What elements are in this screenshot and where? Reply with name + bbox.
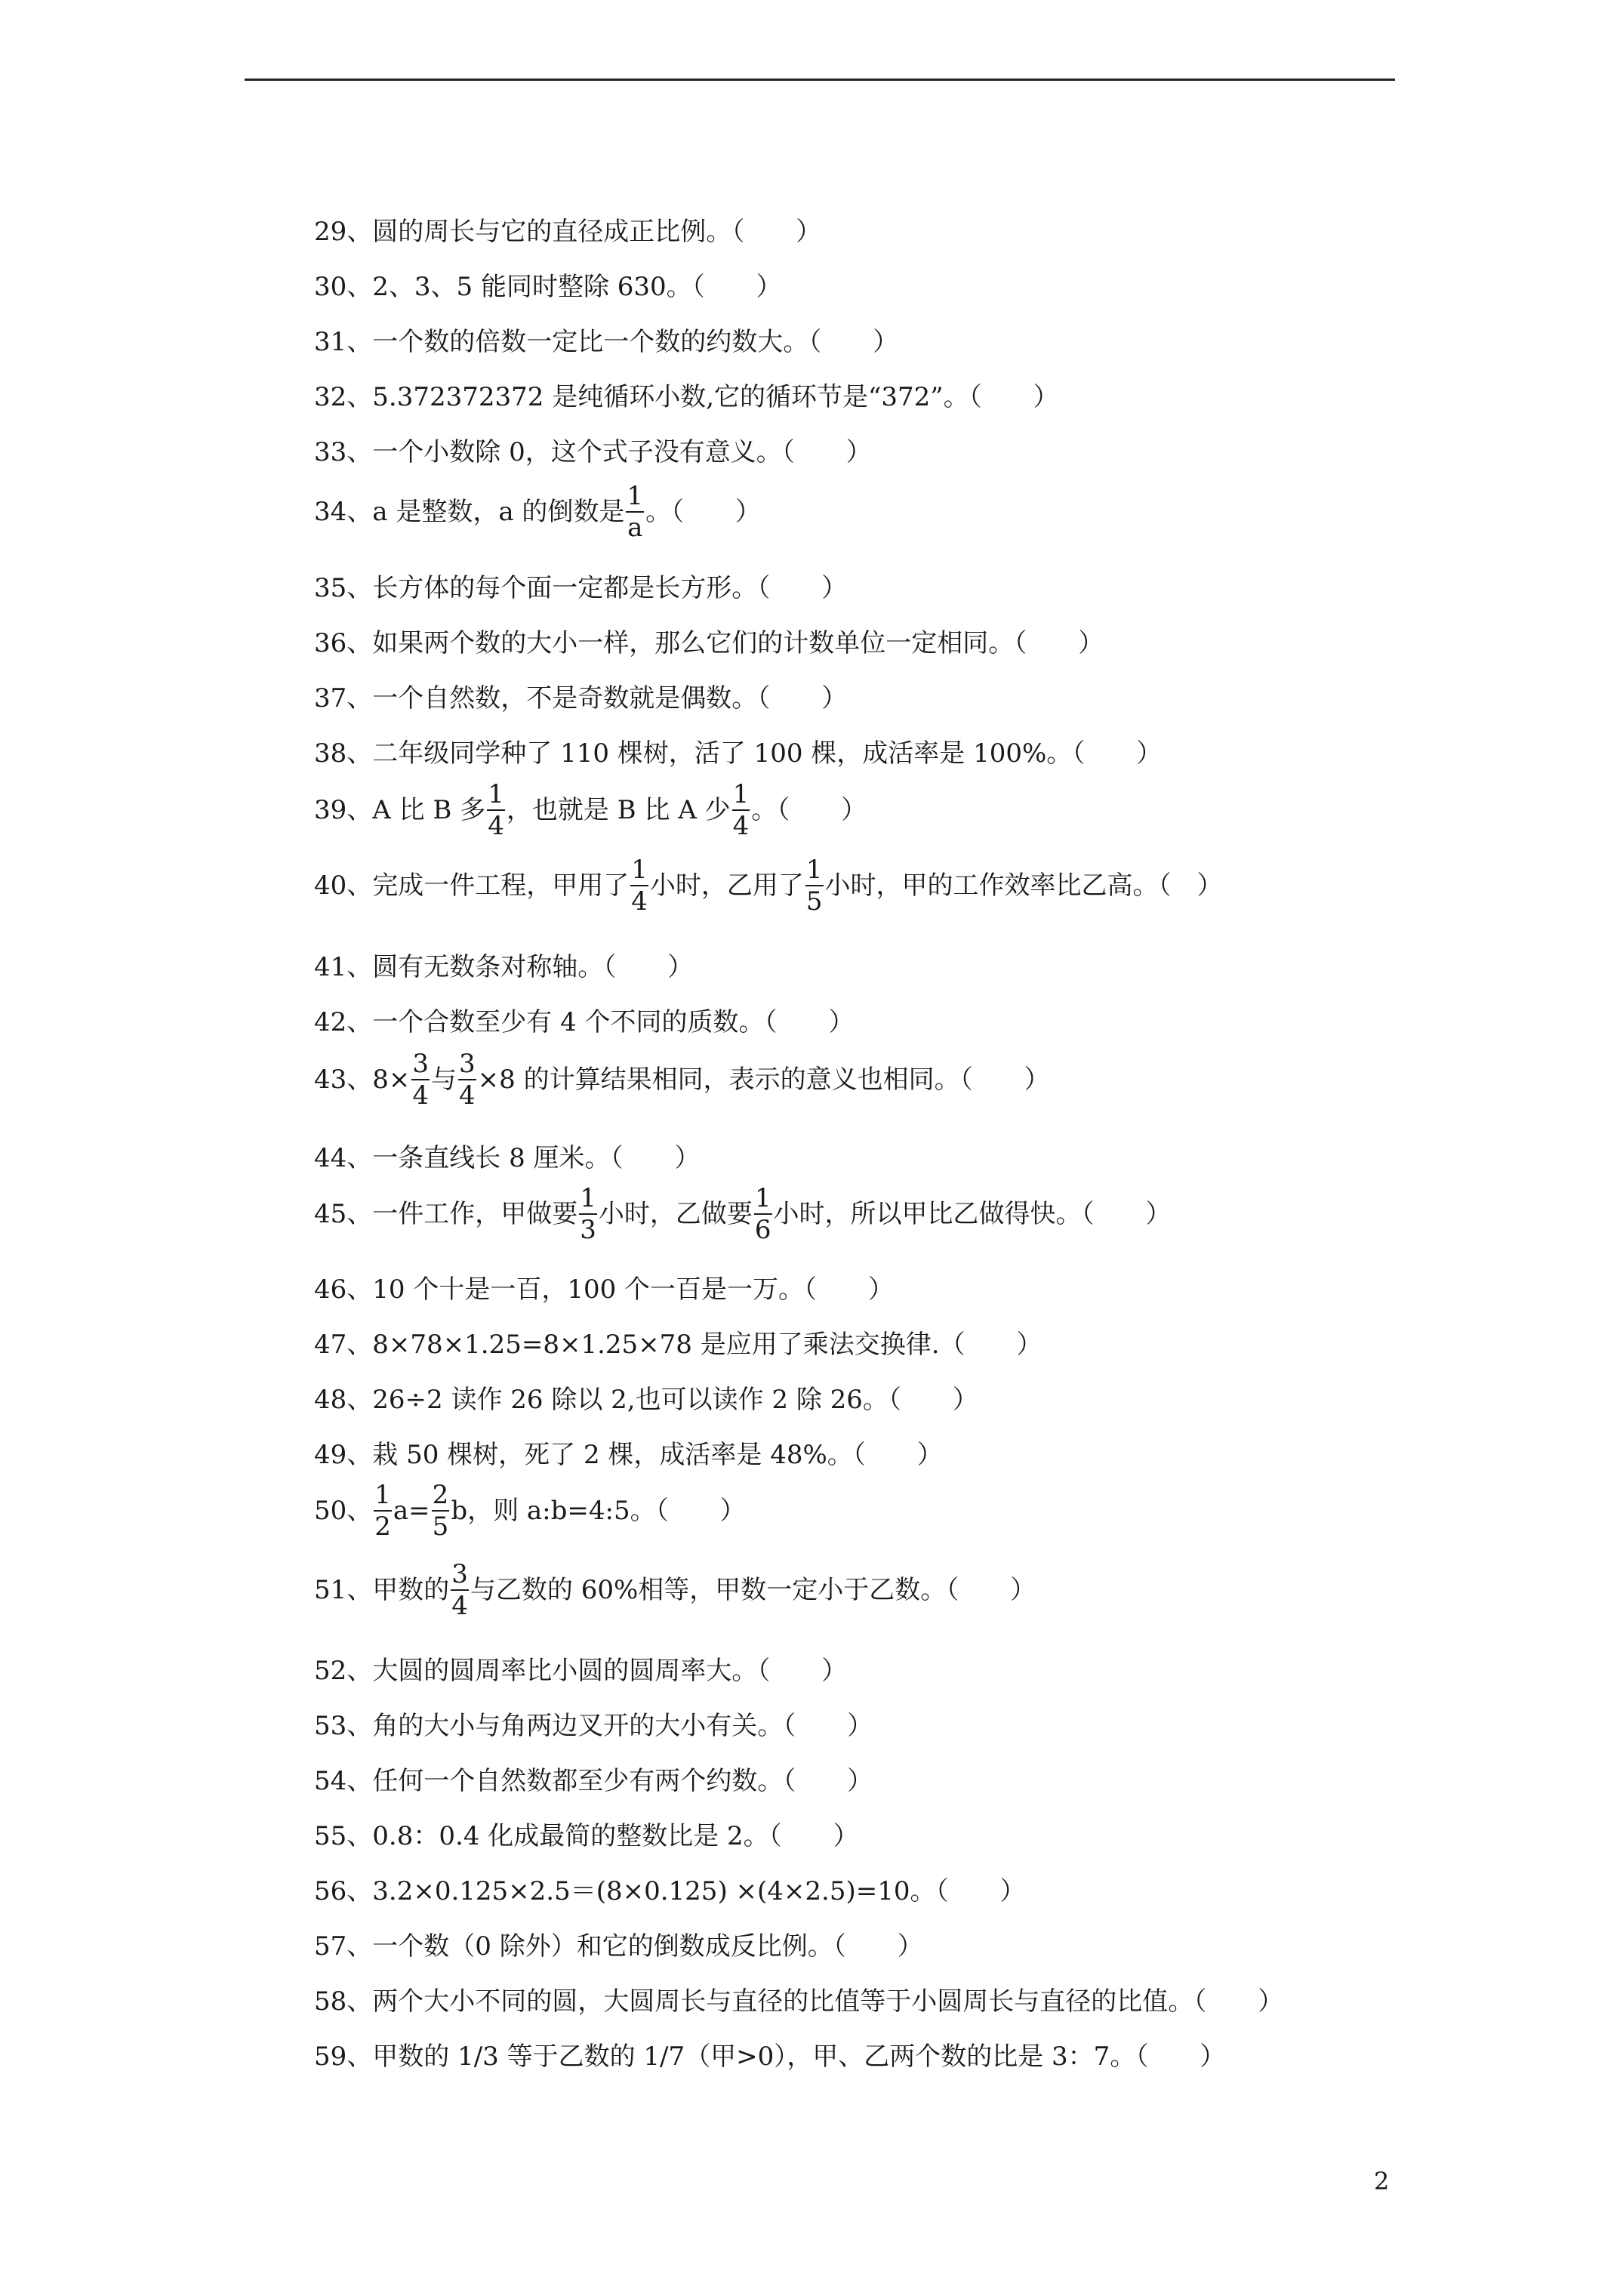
denominator: 4 [732,811,750,841]
fraction [458,1049,476,1111]
fraction [630,855,648,917]
question-53 [314,1713,873,1739]
question-number: 54、 [314,1766,373,1796]
question-number: 55、 [314,1821,373,1851]
denominator: 4 [459,1080,476,1111]
question-number: 34、 [314,497,373,527]
question-text: 。（ ） [751,795,867,825]
question-text: ，也就是 B 比 A 少 [506,795,731,825]
question-number: 53、 [314,1711,373,1741]
question-number: 32、 [314,382,373,412]
question-number: 51、 [314,1575,373,1605]
numerator: 1 [488,779,504,809]
question-text: 小时，甲的工作效率比乙高。（ ） [824,871,1223,901]
question-text: 。（ ） [645,497,762,527]
question-text: ×8 的计算结果相同，表示的意义也相同。（ ） [477,1065,1050,1095]
question-34 [314,483,761,541]
question-number: 41、 [314,952,373,982]
denominator: 6 [754,1215,771,1245]
question-33 [314,439,872,465]
question-number: 56、 [314,1876,373,1906]
fraction [411,1049,430,1111]
denominator: 5 [432,1512,449,1542]
numerator: 3 [451,1559,468,1589]
question-text: 一条直线长 8 厘米。（ ） [372,1143,701,1173]
question-29 [314,219,821,245]
question-32 [314,384,1059,410]
question-number: 58、 [314,1986,373,2017]
question-number: 40、 [314,871,373,901]
question-number: 48、 [314,1385,373,1415]
question-text: 小时，乙用了 [649,871,804,901]
numerator: 3 [412,1049,430,1079]
question-number: 29、 [314,217,373,247]
question-30 [314,274,782,300]
question-59 [314,2042,1226,2072]
question-56 [314,1878,1025,1904]
question-52 [314,1658,847,1684]
question-text: 10 个十是一百，100 个一百是一万。（ ） [372,1274,895,1305]
page-number: 2 [1374,2167,1390,2196]
fraction [579,1185,597,1243]
question-text: 圆的周长与它的直径成正比例。（ ） [372,217,822,247]
question-50 [314,1480,746,1542]
question-number: 57、 [314,1931,373,1962]
question-37 [314,683,848,713]
question-text: 5.372372372 是纯循环小数,它的循环节是“372”。（ ） [372,382,1059,412]
question-54 [314,1768,873,1794]
question-42 [314,1009,855,1035]
fraction [626,483,644,541]
question-text: 一件工作，甲做要 [372,1199,578,1229]
question-number: 49、 [314,1440,373,1470]
fraction [732,781,750,839]
question-55 [314,1823,859,1849]
question-35 [314,575,847,601]
question-text: 0.8：0.4 化成最简的整数比是 2。（ ） [372,1821,859,1851]
question-text: a 是整数，a 的倒数是 [372,497,625,527]
fraction [374,1480,392,1542]
question-number: 36、 [314,628,373,658]
question-text: 任何一个自然数都至少有两个约数。（ ） [372,1766,873,1796]
question-57 [314,1931,923,1962]
question-number: 30、 [314,272,373,302]
numerator: 1 [754,1183,771,1213]
question-text: 一个自然数，不是奇数就是偶数。（ ） [372,683,848,713]
question-number: 42、 [314,1007,373,1037]
question-number: 46、 [314,1274,373,1305]
denominator: 4 [412,1080,430,1111]
question-text: 一个数（0 除外）和它的倒数成反比例。（ ） [372,1931,923,1962]
denominator: 4 [631,886,648,917]
question-number: 47、 [314,1330,373,1360]
question-43 [314,1049,1050,1111]
question-51 [314,1561,1036,1619]
question-text: A 比 B 多 [372,795,486,825]
question-number: 38、 [314,738,373,769]
question-39 [314,781,867,839]
question-text: 3.2×0.125×2.5＝(8×0.125) ×(4×2.5)=10。（ ） [372,1876,1026,1906]
denominator: 3 [580,1215,596,1245]
question-number: 59、 [314,2042,373,2072]
numerator: 1 [374,1480,391,1510]
question-47 [314,1332,1042,1358]
question-48 [314,1387,978,1413]
question-number: 44、 [314,1143,373,1173]
question-text: b，则 a:b=4:5。（ ） [451,1496,746,1526]
question-number: 31、 [314,327,373,357]
denominator: 5 [805,886,823,917]
question-text: 一个小数除 0，这个式子没有意义。（ ） [372,437,872,467]
question-text: 26÷2 读作 26 除以 2,也可以读作 2 除 26。（ ） [372,1385,978,1415]
question-text: 与乙数的 60%相等，甲数一定小于乙数。（ ） [470,1575,1036,1605]
question-text: 一个数的倍数一定比一个数的约数大。（ ） [372,327,899,357]
denominator: 4 [488,811,504,841]
question-36 [314,630,1104,656]
numerator: 3 [459,1049,476,1079]
question-text: 圆有无数条对称轴。（ ） [372,952,694,982]
question-41 [314,954,693,980]
question-text: 两个大小不同的圆，大圆周长与直径的比值等于小圆周长与直径的比值。（ ） [372,1986,1284,2017]
numerator: 1 [627,481,644,511]
question-text: 8× [372,1065,411,1095]
header-rule [245,79,1395,81]
question-text: 小时，所以甲比乙做得快。（ ） [773,1199,1172,1229]
question-58 [314,1986,1284,2017]
question-text: 二年级同学种了 110 棵树，活了 100 棵，成活率是 100%。（ ） [372,738,1163,769]
question-text: 角的大小与角两边叉开的大小有关。（ ） [372,1711,873,1741]
question-text: 大圆的圆周率比小圆的圆周率大。（ ） [372,1656,848,1686]
question-number: 50、 [314,1496,373,1526]
question-text: 如果两个数的大小一样，那么它们的计数单位一定相同。（ ） [372,628,1104,658]
fraction [754,1185,772,1243]
question-number: 45、 [314,1199,373,1229]
fraction [451,1561,469,1619]
fraction [432,1480,450,1542]
question-text: 与 [431,1065,457,1095]
numerator: 1 [732,779,750,809]
numerator: 1 [631,855,648,885]
question-number: 35、 [314,573,373,603]
question-text: 甲数的 [372,1575,450,1605]
question-text: 2、3、5 能同时整除 630。（ ） [372,272,782,302]
question-text: a= [393,1496,430,1526]
denominator: 2 [374,1512,391,1542]
question-number: 43、 [314,1065,373,1095]
question-46 [314,1274,895,1305]
question-38 [314,738,1163,769]
question-text: 完成一件工程，甲用了 [372,871,630,901]
question-text: 甲数的 1/3 等于乙数的 1/7（甲>0），甲、乙两个数的比是 3：7。（ ） [372,2042,1226,2072]
fraction [805,855,824,917]
question-44 [314,1145,701,1171]
question-text: 8×78×1.25=8×1.25×78 是应用了乘法交换律.（ ） [372,1330,1042,1360]
question-number: 33、 [314,437,373,467]
question-text: 一个合数至少有 4 个不同的质数。（ ） [372,1007,855,1037]
question-number: 39、 [314,795,373,825]
question-49 [314,1442,943,1468]
question-31 [314,329,898,355]
question-text: 栽 50 棵树，死了 2 棵，成活率是 48%。（ ） [372,1440,943,1470]
question-45 [314,1185,1172,1243]
question-40 [314,855,1223,917]
numerator: 2 [432,1480,449,1510]
question-number: 52、 [314,1656,373,1686]
denominator: 4 [451,1591,468,1621]
numerator: 1 [580,1183,596,1213]
denominator: a [627,513,643,543]
question-text: 小时，乙做要 [598,1199,753,1229]
fraction [487,781,505,839]
question-text: 长方体的每个面一定都是长方形。（ ） [372,573,848,603]
question-number: 37、 [314,683,373,713]
numerator: 1 [805,855,823,885]
